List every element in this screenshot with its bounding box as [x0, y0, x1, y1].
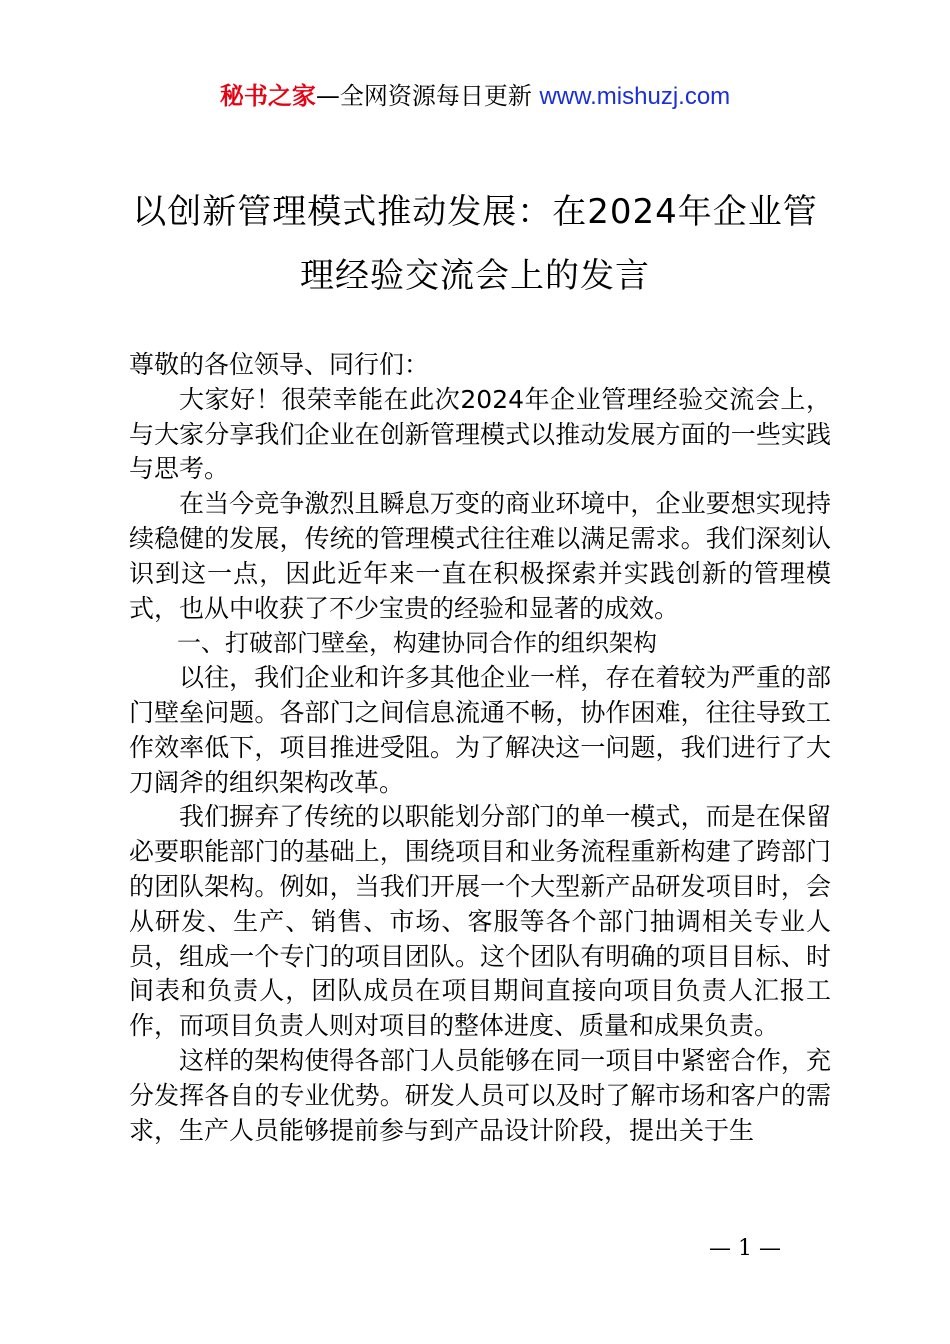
paragraph-solution: 我们摒弃了传统的以职能划分部门的单一模式，而是在保留必要职能部门的基础上，围绕项目和业务流程重新构建了跨部门的团队架构。例如，当我们开展一个大型新产品研发项目时，会从研发、生产、销售、市场、客服等各个部门抽调相关专业人员，组成一个专门的项目团队。这个团队有明确的项目目标、时间表和负责人，团队成员在项目期间直接向项目负责人汇报工作，而项目负责人则对项目的整体进度、质量和成果负责。 — [129, 802, 831, 1041]
section-heading-1: 一、打破部门壁垒，构建协同合作的组织架构 — [177, 629, 657, 658]
banner-tagline: —全网资源每日更新 — [315, 82, 540, 110]
banner-brand: 秘书之家 — [219, 82, 316, 110]
banner-url[interactable]: www.mishuzj.com — [539, 83, 731, 110]
paragraph-intro: 大家好！很荣幸能在此次2024年企业管理经验交流会上，与大家分享我们企业在创新管理模式以推动发展方面的一些实践与思考。 — [129, 384, 831, 484]
paragraph-problem: 以往，我们企业和许多其他企业一样，存在着较为严重的部门壁垒问题。各部门之间信息流通不畅，协作困难，往往导致工作效率低下，项目推进受阻。为了解决这一问题，我们进行了大刀阔斧的组织架构改革。 — [129, 663, 831, 797]
paragraph-context: 在当今竞争激烈且瞬息万变的商业环境中，企业要想实现持续稳健的发展，传统的管理模式往往难以满足需求。我们深刻认识到这一点，因此近年来一直在积极探索并实践创新的管理模式，也从中收获了不少宝贵的经验和显著的成效。 — [129, 489, 831, 623]
page-number: — 1 — — [709, 1236, 781, 1261]
title-line-2: 理经验交流会上的发言 — [300, 256, 650, 296]
title-line-1: 以创新管理模式推动发展：在2024年企业管 — [132, 192, 818, 232]
site-banner — [0, 80, 950, 113]
document-title — [80, 180, 870, 308]
document-body — [129, 348, 831, 1148]
paragraph-benefit: 这样的架构使得各部门人员能够在同一项目中紧密合作，充分发挥各自的专业优势。研发人员可以及时了解市场和客户的需求，生产人员能够提前参与到产品设计阶段，提出关于生 — [129, 1045, 831, 1145]
salutation: 尊敬的各位领导、同行们： — [129, 350, 430, 379]
